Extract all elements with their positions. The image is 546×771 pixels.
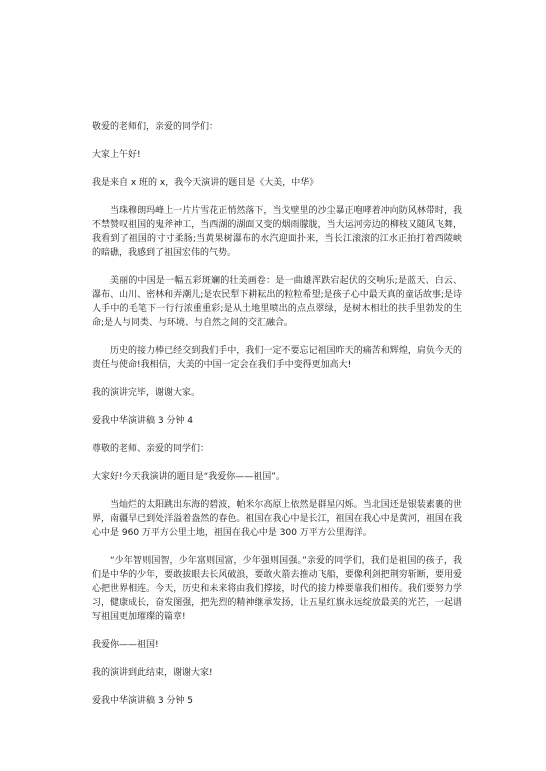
body-paragraph: “少年智则国智，少年富则国富，少年强则国强。”亲爱的同学们，我们是祖国的孩子，我们是中华的少年，要敢拔眼去长风破浪，要敢火箭去推动飞船，要像利剑把荆穷斩断，要用爱心把世界相连。今天，历史和未来将由我们撑接，时代的接力棒要靠我们相传。我们要努力学习，健康成长，奋发图强，把先烈的精神继承发扬，让五星红旗永远绽放最美的光芒，一起谱写祖国更加璀璨的篇章!	[92, 556, 462, 622]
body-paragraph: 历史的接力棒已经交到我们手中，我们一定不要忘记祖国昨天的痛苦和辉煌，肩负今天的责任与使命!我相信，大美的中国一定会在我们手中变得更加高大!	[92, 346, 462, 370]
body-paragraph: 美丽的中国是一幅五彩斑斓的壮美画卷：是一曲雄浑跌宕起伏的交响乐;是蓝天、白云、瀑布、山川、密林和弄潮儿;是农民犁下耕耘出的粒粒希望;是孩子心中最天真的童话故事;是诗人手中的毛笔下一行行浓重重彩;是从土地里喷出的点点翠绿，是树木相壮的扶手里勃发的生命;是人与同类、与环境、与自然之间的交汇融合。	[92, 276, 462, 328]
closing-line: 我的演讲到此结束，谢谢大家!	[92, 668, 213, 678]
body-paragraph: 当灿烂的太阳跳出东海的碧波，帕米尔高原上依然是群星闪烁。当北国还是银装素裹的世界，南疆早已到处洋溢着盎然的春色。祖国在我心中是长江，祖国在我心中是黄河，祖国在我心中是 960 万平方公里土地，祖国在我心中是 300 万平方公里海洋。	[92, 500, 462, 538]
speech-intro: 大家好!今天我演讲的题目是“我爱你——祖国”。	[92, 472, 285, 482]
salutation: 敬爱的老师们，亲爱的同学们：	[92, 122, 219, 132]
exclamation-line: 我爱你——祖国!	[92, 640, 159, 650]
closing-line: 我的演讲完毕，谢谢大家。	[92, 388, 201, 398]
greeting: 大家上午好!	[92, 150, 141, 160]
section-heading: 爱我中华演讲稿 3 分钟 4	[92, 416, 194, 426]
speech-intro: 我是来自 x 班的 x，我今天演讲的题目是《大美，中华》	[92, 178, 319, 188]
section-heading: 爱我中华演讲稿 3 分钟 5	[92, 696, 194, 706]
document-body	[92, 120, 462, 722]
salutation: 尊敬的老师、亲爱的同学们：	[92, 444, 210, 454]
body-paragraph: 当珠穆朗玛峰上一片片雪花正悄然落下，当戈壁里的沙尘暴正咆哮着冲向防风林带时，我不禁赞叹祖国的鬼斧神工，当西湖的湖面又变的烟雨朦胧，当大运河旁边的柳枝又随风飞舞，我看到了祖国的寸寸柔肠;当黄果树瀑布的水汽迎面扑来，当长江滚滚的江水正拍打着西陵峡的暗礁，我感到了祖国宏伟的气势。	[92, 206, 462, 258]
